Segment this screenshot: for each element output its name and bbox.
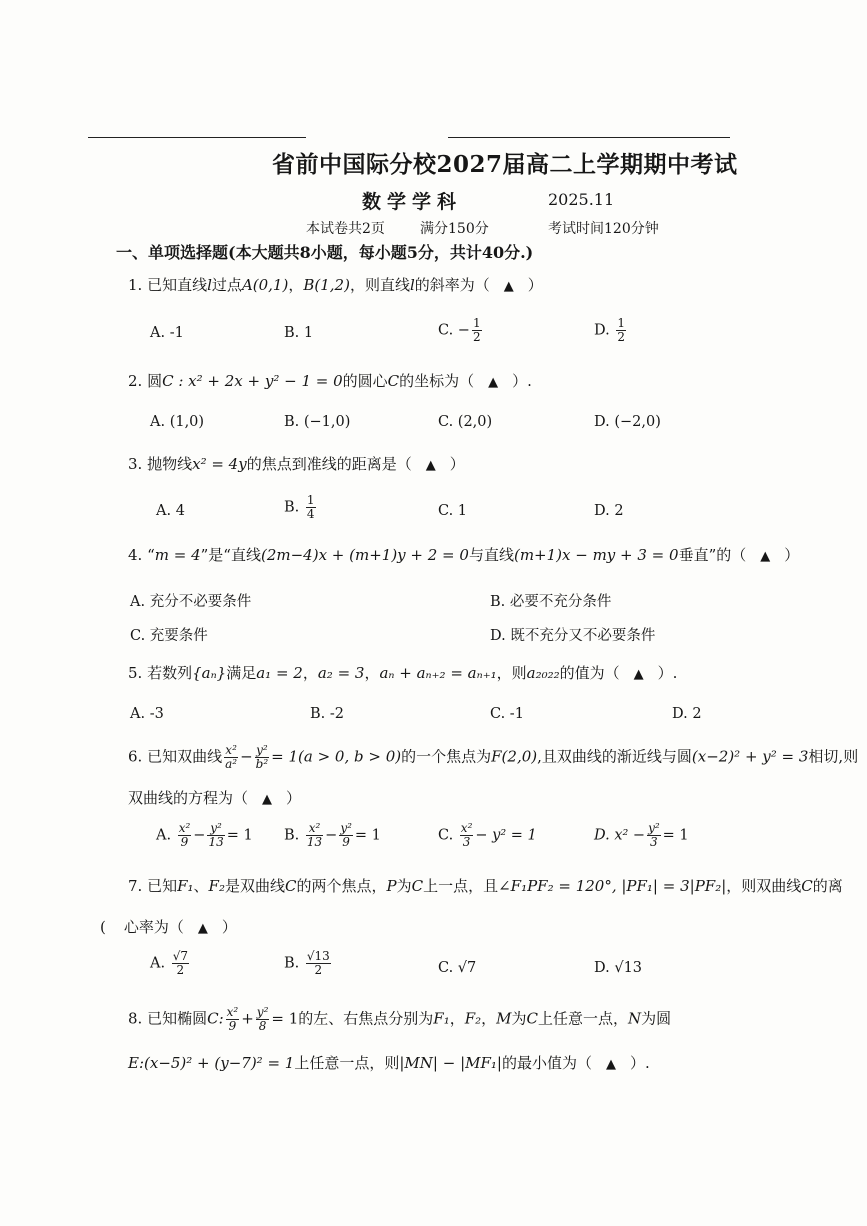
exam-subject: 数学学科 [362,191,463,213]
answer-blank-marker: ▲ [488,375,499,390]
question-8-line-2: E:(x−5)² + (y−7)² = 1上任意一点，则|MN| − |MF₁|的最小值为（ ▲ ）. [128,1054,650,1072]
q5-option-d: D. 2 [672,706,702,722]
question-2: 2. 圆C : x² + 2x + y² − 1 = 0的圆心C的坐标为（ ▲ ）. [128,372,532,390]
header-rule-right [448,137,730,138]
section-heading: 一、单项选择题(本大题共8小题，每小题5分，共计40分.) [116,243,534,262]
page-count: 本试卷共2页 [306,221,385,237]
q1-option-a: A. -1 [150,325,184,341]
q1-option-d: D. $\frac{1}{2}$ [594,316,625,345]
q3-option-a: A. 4 [156,503,185,519]
question-7-line-2: ( 心率为（ ▲ ） [100,918,237,936]
q4-option-c: C. 充要条件 [130,628,208,644]
q7-option-c: C. √7 [438,960,477,976]
q6-option-d: D. x² − $\frac{\text{y²}}{3}$ = 1 [594,821,689,850]
q3-option-d: D. 2 [594,503,624,519]
q2-option-d: D. (−2,0) [594,414,661,430]
q3-option-c: C. 1 [438,503,468,519]
q3-option-b: B. $\frac{1}{4}$ [284,493,315,522]
answer-blank-marker: ▲ [262,792,273,807]
q1-option-b: B. 1 [284,325,314,341]
q6-option-a: A. $\frac{\text{x²}}{9}$ − $\frac{\text{y²}}{13}$ = 1 [156,821,253,850]
q6-option-c: C. $\frac{\text{x²}}{3}$ − y² = 1 [438,821,537,850]
exam-title: 省前中国际分校2027届高二上学期期中考试 [272,151,738,178]
q2-option-c: C. (2,0) [438,414,493,430]
q2-option-a: A. (1,0) [150,414,205,430]
q7-option-a: A. $\frac{√7}{2}$ [150,949,188,978]
answer-blank-marker: ▲ [425,458,436,473]
q5-option-a: A. -3 [130,706,164,722]
q5-option-b: B. -2 [310,706,344,722]
answer-blank-marker: ▲ [605,1057,616,1072]
answer-blank-marker: ▲ [633,667,644,682]
question-6: 6. 已知双曲线 $\frac{\text{x²}}{\text{a²}}$ − $\frac{\text{y²}}{\text{b²}}$ = 1(a > 0, b > 0)的一个焦点为F(2,0),且双曲线的渐近线与圆(x−2)² + y² = 3相切,则 [128,743,859,772]
q4-option-b: B. 必要不充分条件 [490,594,612,610]
question-8: 8. 已知椭圆C: $\frac{\text{x²}}{9}$ + $\frac{\text{y²}}{8}$ = 1的左、右焦点分别为F₁，F₂，M为C上任意一点，N为圆 [128,1005,672,1034]
q5-option-c: C. -1 [490,706,524,722]
question-4: 4. “m = 4”是“直线(2m−4)x + (m+1)y + 2 = 0与直线(m+1)x − my + 3 = 0垂直”的（ ▲ ） [128,546,800,564]
full-score: 满分150分 [420,221,489,237]
q4-option-a: A. 充分不必要条件 [130,594,252,610]
q1-option-c: C. − $\frac{1}{2}$ [438,316,481,345]
answer-blank-marker: ▲ [197,921,208,936]
answer-blank-marker: ▲ [503,279,514,294]
q7-option-b: B. $\frac{√13}{2}$ [284,949,330,978]
question-5: 5. 若数列{aₙ}满足a₁ = 2，a₂ = 3，aₙ + aₙ₊₂ = aₙ₊₁，则a₂₀₂₂的值为（ ▲ ）. [128,664,678,682]
q7-option-d: D. √13 [594,960,643,976]
question-6-line-2: 双曲线的方程为（ ▲ ） [128,789,302,807]
question-1: 1. 已知直线l过点A(0,1)，B(1,2)，则直线l的斜率为（ ▲ ） [128,276,543,294]
question-7: 7. 已知F₁、F₂是双曲线C的两个焦点，P为C上一点，且∠F₁PF₂ = 120°, |PF₁| = 3|PF₂|，则双曲线C的离 [128,877,843,895]
exam-date: 2025.11 [548,190,615,209]
question-3: 3. 抛物线x² = 4y的焦点到准线的距离是（ ▲ ） [128,455,465,473]
q6-option-b: B. $\frac{\text{x²}}{13}$ − $\frac{\text{y²}}{9}$ = 1 [284,821,381,850]
q2-option-b: B. (−1,0) [284,414,351,430]
answer-blank-marker: ▲ [760,549,771,564]
exam-time: 考试时间120分钟 [548,221,659,237]
header-rule-left [88,137,306,138]
q4-option-d: D. 既不充分又不必要条件 [490,628,656,644]
